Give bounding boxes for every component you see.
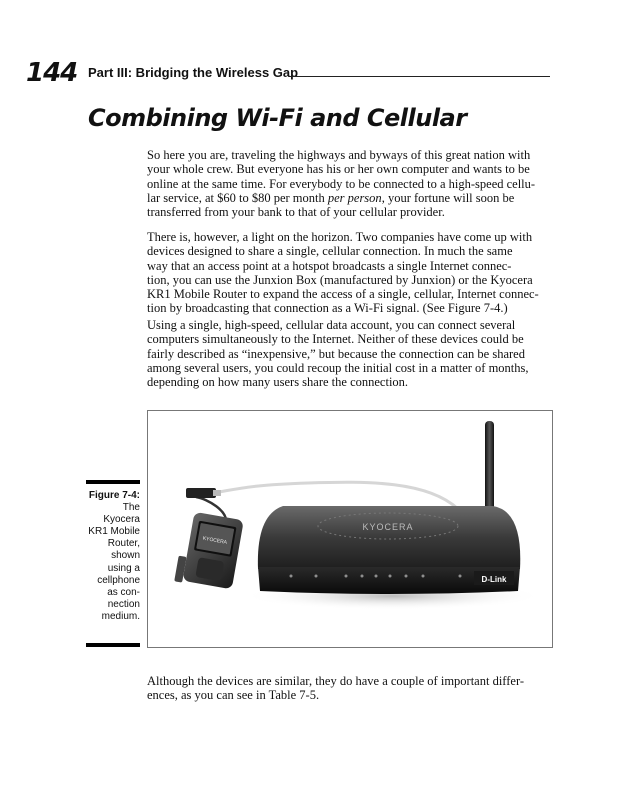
figure-7-4: [147, 410, 553, 648]
paragraph-1: [147, 148, 552, 219]
antenna-icon: [482, 421, 497, 519]
cable: [213, 482, 458, 509]
text-line: There is, however, a light on the horizon. Two companies have come up with: [147, 230, 533, 244]
router-icon: [258, 506, 520, 594]
text-line: fairly described as “inexpensive,” but because the connection can be shared: [147, 346, 525, 361]
figure-caption: [86, 490, 140, 623]
text-run: , your fortune will soon be: [381, 190, 515, 205]
text-line: devices designed to share a single, cellular connection. In much the same: [147, 244, 513, 259]
caption-rule-bottom: [86, 643, 140, 647]
router-photo: [148, 411, 552, 647]
paragraph-4: [147, 674, 552, 703]
text-line: tion, you can use the Junxion Box (manufactured by Junxion) or the Kyocera: [147, 272, 533, 287]
caption-line: using a: [107, 562, 140, 574]
caption-line: Router,: [107, 538, 140, 550]
text-line: [147, 191, 552, 205]
text-line: online at the same time. For everybody to be connected to a high-speed cellu-: [147, 176, 536, 191]
router-badge: D-Link: [481, 575, 507, 584]
header-rule: [290, 76, 550, 77]
phone-screen-text: KYOCERA: [202, 535, 228, 546]
text-line: computers simultaneously to the Internet. Neither of these devices could be: [147, 332, 524, 347]
text-line: Using a single, high-speed, cellular data account, you can connect several: [147, 318, 516, 332]
caption-line: as con-: [107, 586, 140, 598]
text-line: among several users, you could recoup the initial cost in a matter of months,: [147, 360, 529, 375]
text-line: So here you are, traveling the highways and byways of this great nation with: [147, 148, 531, 162]
text-line: depending on how many users share the connection.: [147, 375, 409, 390]
text-line: your whole crew. But everyone has his or her own computer and wants to be: [147, 162, 530, 177]
router-brand: KYOCERA: [362, 522, 414, 532]
text-run: lar service, at $60 to $80 per month: [147, 190, 328, 205]
paragraph-2: [147, 230, 552, 316]
caption-line: The: [122, 502, 140, 514]
running-head: Part III: Bridging the Wireless Gap: [88, 65, 299, 80]
text-line: KR1 Mobile Router to expand the access of a single, cellular, Internet connec-: [147, 287, 539, 302]
caption-rule-top: [86, 480, 140, 484]
paragraph-3: [147, 318, 552, 389]
text-line: way that an access point at a hotspot broadcasts a single Internet connec-: [147, 258, 512, 273]
figure-label: Figure 7-4:: [88, 490, 140, 501]
usb-card-icon: [186, 488, 221, 498]
page-number: 144: [26, 58, 78, 88]
caption-line: medium.: [101, 610, 140, 622]
caption-line: KR1 Mobile: [88, 526, 140, 538]
text-line: ences, as you can see in Table 7-5.: [147, 688, 320, 703]
section-title: Combining Wi-Fi and Cellular: [88, 104, 467, 132]
caption-line: shown: [111, 550, 140, 562]
caption-line: cellphone: [97, 574, 140, 586]
text-line: tion by broadcasting that connection as a Wi-Fi signal. (See Figure 7-4.): [147, 301, 508, 316]
emphasis-per-person: per person: [327, 190, 382, 205]
text-line: transferred from your bank to that of your cellular provider.: [147, 205, 445, 220]
caption-line: Kyocera: [103, 514, 140, 526]
text-line: Although the devices are similar, they do have a couple of important differ-: [147, 674, 525, 688]
cellphone-icon: [174, 510, 244, 591]
caption-line: nection: [107, 598, 140, 610]
